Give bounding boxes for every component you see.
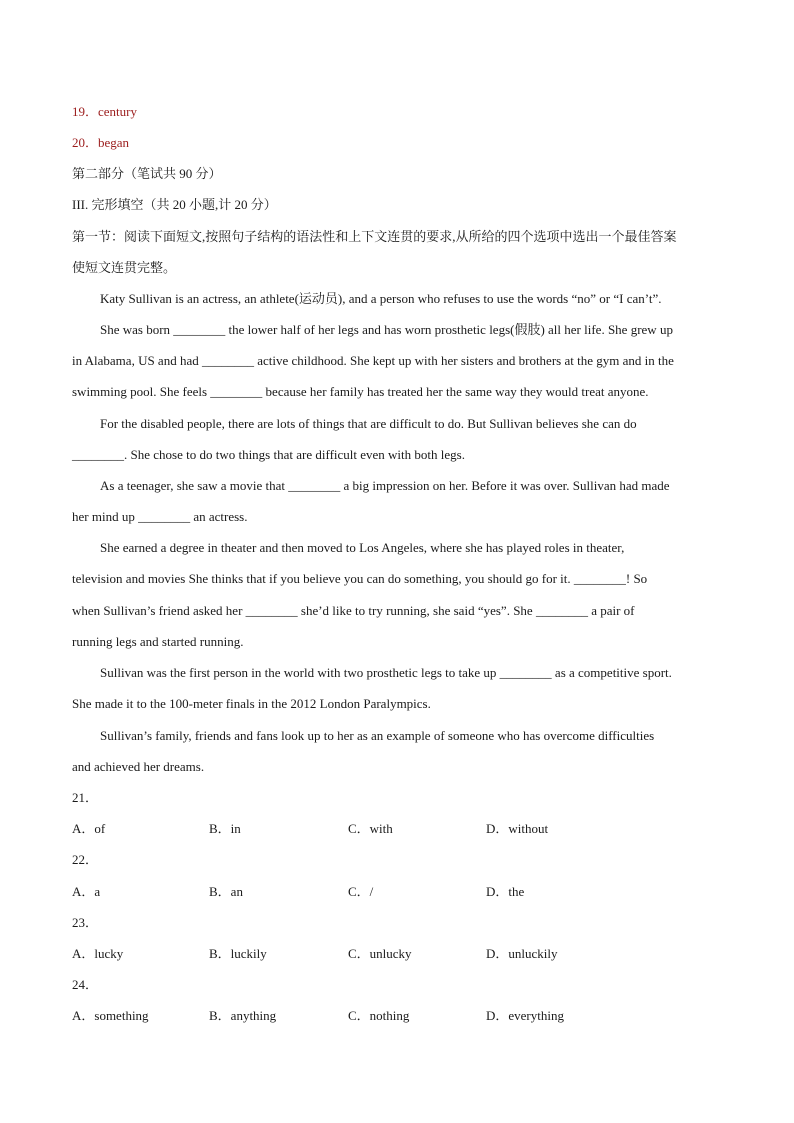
passage-line: She was born ________ the lower half of her legs and has worn prosthetic legs(假肢) all her life. She grew up	[100, 322, 673, 337]
question-number-22: 22．	[72, 852, 99, 867]
option-a: A．of	[72, 821, 106, 836]
answer-20	[72, 134, 722, 152]
option-b: B．in	[209, 821, 241, 836]
option-a: A．something	[72, 1008, 149, 1023]
part-title: 第二部分（笔试共 90 分）	[72, 166, 222, 181]
passage-line: She made it to the 100-meter finals in the 2012 London Paralympics.	[72, 696, 431, 711]
option-c: C．nothing	[348, 1008, 410, 1023]
option-d: D．without	[486, 821, 549, 836]
option-a: A．lucky	[72, 946, 124, 961]
passage-line: television and movies She thinks that if you believe you can do something, you should go for it. ________! So	[72, 571, 648, 586]
answer-text: began	[98, 135, 130, 150]
option-a: A．a	[72, 884, 101, 899]
passage-line: As a teenager, she saw a movie that ________ a big impression on her. Before it was over. Sullivan had made	[100, 478, 670, 493]
option-b: B．anything	[209, 1008, 277, 1023]
passage-line: She earned a degree in theater and then moved to Los Angeles, where she has played roles in theater,	[100, 540, 625, 555]
section-title: III. 完形填空（共 20 小题,计 20 分）	[72, 197, 277, 212]
option-c: C．unlucky	[348, 946, 412, 961]
passage-line: swimming pool. She feels ________ because her family has treated her the same way they would treat anyone.	[72, 384, 649, 399]
passage-line: Sullivan’s family, friends and fans look up to her as an example of someone who has overcome difficulties	[100, 728, 655, 743]
instructions-line-2: 使短文连贯完整。	[72, 260, 177, 275]
option-b: B．luckily	[209, 946, 267, 961]
option-c: C．with	[348, 821, 393, 836]
answer-19	[72, 103, 722, 121]
passage-line: running legs and started running.	[72, 634, 244, 649]
question-number-24: 24．	[72, 977, 99, 992]
passage-line: For the disabled people, there are lots of things that are difficult to do. But Sullivan believes she can do	[100, 416, 637, 431]
option-d: D．the	[486, 884, 525, 899]
question-number-21: 21．	[72, 790, 99, 805]
answer-number: 19．	[72, 104, 99, 119]
passage-line: ________. She chose to do two things that are difficult even with both legs.	[72, 447, 465, 462]
passage-line: Katy Sullivan is an actress, an athlete(运动员), and a person who refuses to use the words “no” or “I can’t”.	[100, 291, 662, 306]
answer-number: 20．	[72, 135, 99, 150]
passage-line: in Alabama, US and had ________ active childhood. She kept up with her sisters and brothers at the gym and in the	[72, 353, 674, 368]
option-d: D．everything	[486, 1008, 564, 1023]
answer-text: century	[98, 104, 137, 119]
instructions-line-1: 第一节：阅读下面短文,按照句子结构的语法性和上下文连贯的要求,从所给的四个选项中选出一个最佳答案	[72, 229, 677, 244]
passage-line: her mind up ________ an actress.	[72, 509, 248, 524]
passage-line: and achieved her dreams.	[72, 759, 205, 774]
passage-line: Sullivan was the first person in the world with two prosthetic legs to take up ________ as a competitive sport.	[100, 665, 672, 680]
question-number-23: 23．	[72, 915, 99, 930]
option-c: C．/	[348, 884, 374, 899]
option-b: B．an	[209, 884, 243, 899]
passage-line: when Sullivan’s friend asked her ________ she’d like to try running, she said “yes”. She ________ a pair of	[72, 603, 635, 618]
option-d: D．unluckily	[486, 946, 558, 961]
